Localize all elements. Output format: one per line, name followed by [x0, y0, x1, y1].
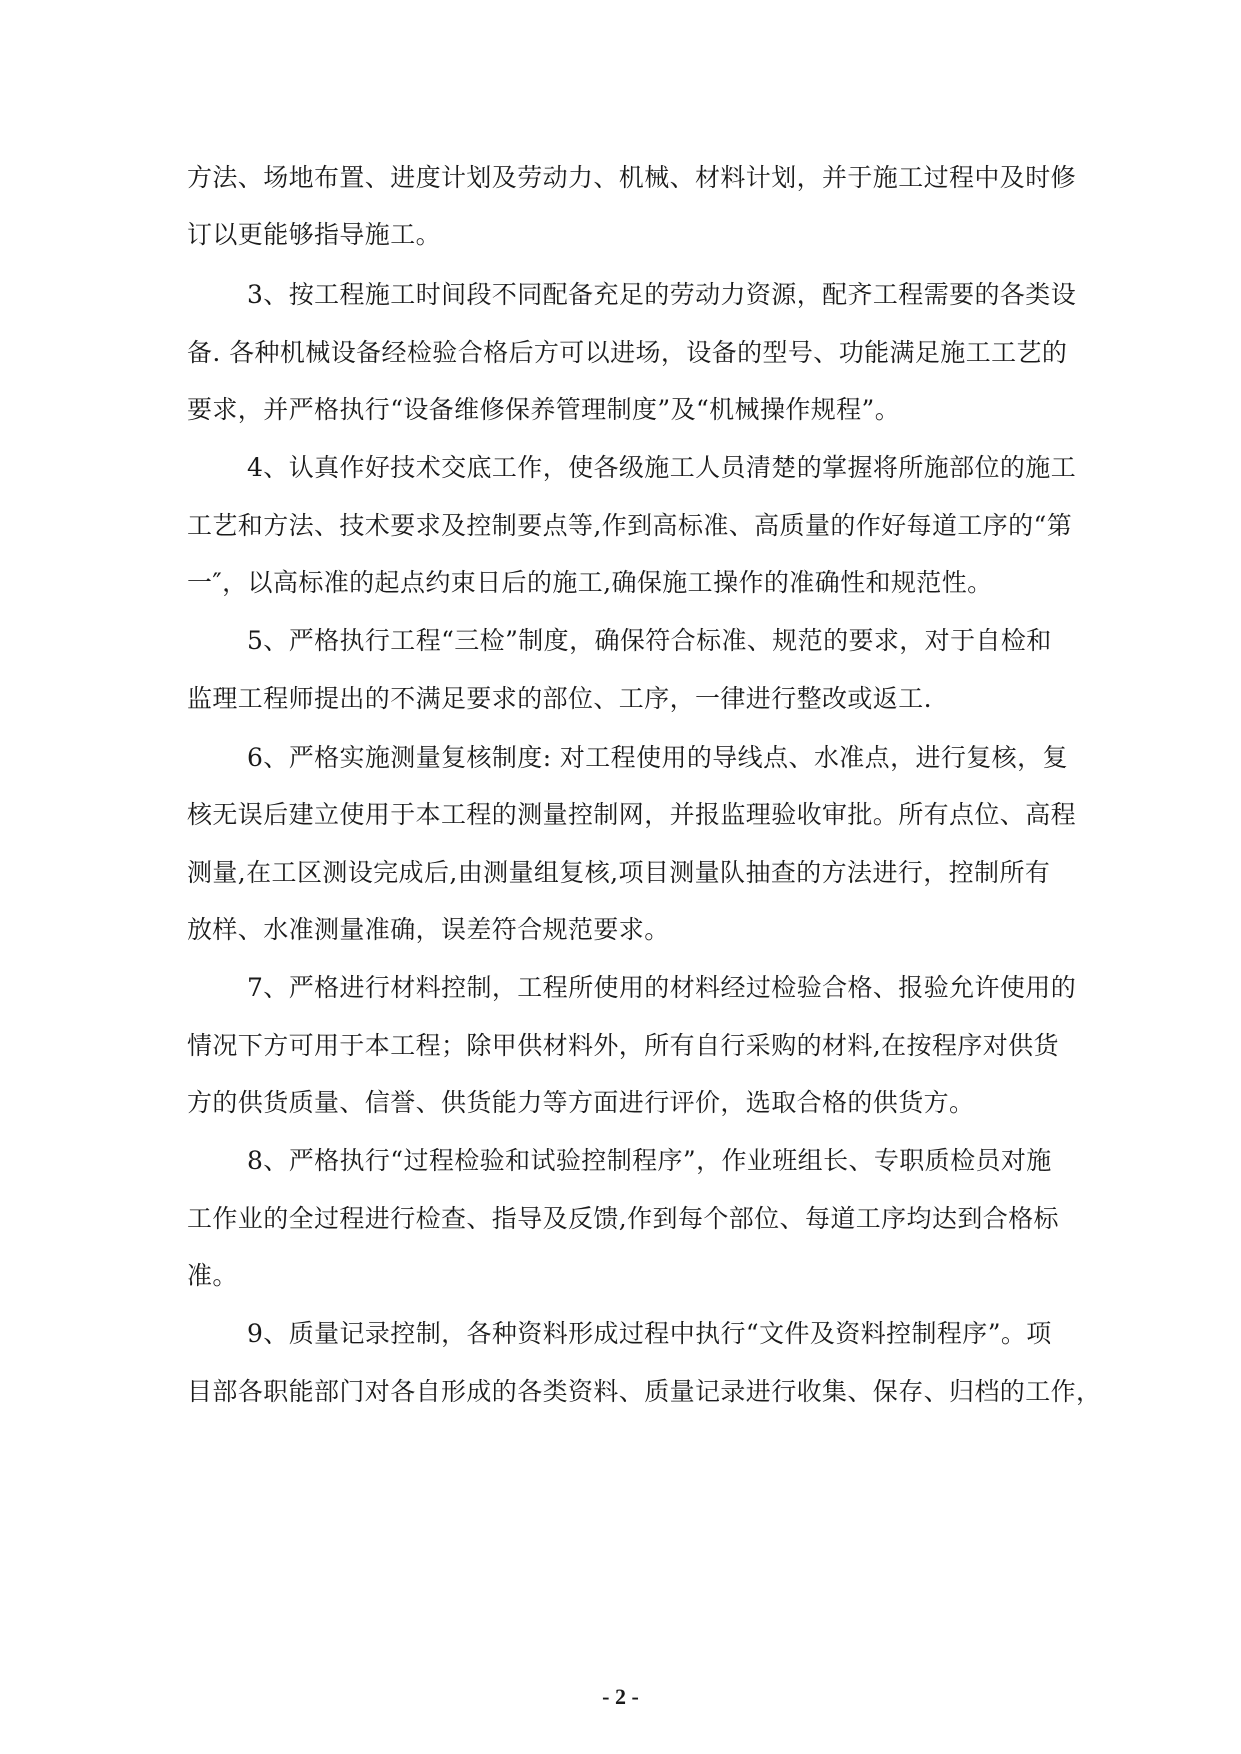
text-line: 4、认真作好技术交底工作，使各级施工人员清楚的掌握将所施部位的施工	[247, 453, 1077, 482]
text-line: 备. 各种机械设备经检验合格后方可以进场，设备的型号、功能满足施工工艺的	[187, 338, 1068, 367]
text-line: 工作业的全过程进行检查、指导及反馈,作到每个部位、每道工序均达到合格标	[187, 1204, 1059, 1233]
text-line: 情况下方可用于本工程；除甲供材料外，所有自行采购的材料,在按程序对供货	[187, 1031, 1059, 1060]
text-line: 6、严格实施测量复核制度: 对工程使用的导线点、水准点，进行复核，复	[247, 743, 1068, 772]
text-line: 7、严格进行材料控制，工程所使用的材料经过检验合格、报验允许使用的	[247, 973, 1077, 1002]
text-line: 要求，并严格执行“设备维修保养管理制度”及“机械操作规程”。	[187, 395, 901, 424]
text-line: 准。	[187, 1261, 238, 1290]
text-line: 目部各职能部门对各自形成的各类资料、质量记录进行收集、保存、归档的工作，	[187, 1377, 1102, 1406]
text-line: 5、严格执行工程“三检”制度，确保符合标准、规范的要求，对于自检和	[247, 626, 1052, 655]
text-line: 核无误后建立使用于本工程的测量控制网，并报监理验收审批。所有点位、高程	[187, 800, 1077, 829]
text-line: 一″，以高标准的起点约束日后的施工,确保施工操作的准确性和规范性。	[187, 568, 993, 597]
text-line: 9、质量记录控制，各种资料形成过程中执行“文件及资料控制程序”。项	[247, 1319, 1052, 1348]
page-number: - 2 -	[602, 1684, 639, 1709]
text-line: 方的供货质量、信誉、供货能力等方面进行评价，选取合格的供货方。	[187, 1088, 975, 1117]
text-line: 监理工程师提出的不满足要求的部位、工序，一律进行整改或返工.	[187, 684, 932, 713]
text-line: 工艺和方法、技术要求及控制要点等,作到高标准、高质量的作好每道工序的“第	[187, 511, 1073, 540]
text-line: 测量,在工区测设完成后,由测量组复核,项目测量队抽查的方法进行，控制所有	[187, 858, 1051, 887]
text-line: 放样、水准测量准确，误差符合规范要求。	[187, 915, 670, 944]
text-line: 3、按工程施工时间段不同配备充足的劳动力资源，配齐工程需要的各类设	[247, 280, 1077, 309]
text-line: 订以更能够指导施工。	[187, 220, 442, 249]
text-line: 方法、场地布置、进度计划及劳动力、机械、材料计划，并于施工过程中及时修	[187, 163, 1077, 192]
text-line: 8、严格执行“过程检验和试验控制程序”，作业班组长、专职质检员对施	[247, 1146, 1052, 1175]
